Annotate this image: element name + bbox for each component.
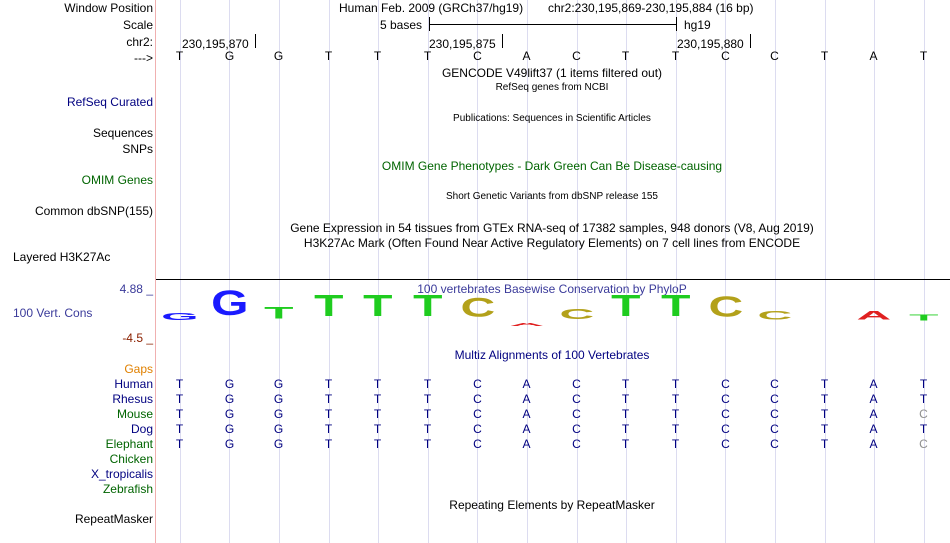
- alignment-base: A: [869, 407, 878, 421]
- alignment-base: T: [919, 392, 928, 406]
- alignment-base: C: [770, 407, 779, 421]
- alignment-base: G: [224, 437, 235, 451]
- alignment-base: G: [224, 392, 235, 406]
- species-label[interactable]: Chicken: [109, 452, 153, 466]
- reference-base: T: [671, 49, 680, 63]
- grid-line: [825, 0, 826, 543]
- alignment-base: T: [919, 422, 928, 436]
- scale-text: 5 bases: [380, 18, 423, 32]
- alignment-base: C: [473, 392, 482, 406]
- alignment-base: T: [175, 422, 184, 436]
- alignment-base: A: [522, 377, 531, 391]
- refseq-track-title[interactable]: RefSeq genes from NCBI: [495, 82, 609, 93]
- h3k27ac-track-title[interactable]: H3K27Ac Mark (Often Found Near Active Regulatory Elements) on 7 cell lines from ENCODE: [303, 236, 801, 250]
- alignment-base: T: [671, 437, 680, 451]
- alignment-base: T: [175, 437, 184, 451]
- alignment-base: T: [324, 422, 333, 436]
- alignment-base: C: [770, 377, 779, 391]
- alignment-base: T: [671, 392, 680, 406]
- repeatmasker-track-title[interactable]: Repeating Elements by RepeatMasker: [449, 498, 655, 512]
- alignment-base: A: [522, 437, 531, 451]
- strand-arrow-label[interactable]: --->: [134, 51, 153, 65]
- grid-line: [676, 0, 677, 543]
- grid-line: [229, 0, 230, 543]
- alignment-base: G: [224, 377, 235, 391]
- phylop-logo-letter: T: [363, 289, 393, 324]
- reference-base: C: [473, 49, 482, 63]
- alignment-base: T: [621, 392, 630, 406]
- dbsnp-track-title[interactable]: Short Genetic Variants from dbSNP release 155: [446, 191, 658, 202]
- omim-track-title[interactable]: OMIM Gene Phenotypes - Dark Green Can Be Disease-causing: [381, 159, 723, 173]
- alignment-base: C: [473, 437, 482, 451]
- alignment-base: T: [423, 422, 432, 436]
- window-position-label: Window Position: [64, 1, 153, 15]
- phylop-logo-letter: A: [856, 308, 892, 323]
- species-label[interactable]: Rhesus: [112, 392, 153, 406]
- alignment-base: C: [770, 422, 779, 436]
- alignment-base: C: [721, 422, 730, 436]
- ruler-tick: [750, 34, 751, 48]
- alignment-base: T: [175, 377, 184, 391]
- reference-base: T: [373, 49, 382, 63]
- species-label[interactable]: Dog: [130, 422, 153, 436]
- species-label[interactable]: X_tropicalis: [90, 467, 153, 481]
- grid-line: [626, 0, 627, 543]
- alignment-base: G: [224, 422, 235, 436]
- track-label-snps[interactable]: SNPs: [122, 142, 153, 156]
- alignment-base: T: [373, 407, 382, 421]
- reference-base: T: [919, 49, 928, 63]
- grid-line: [477, 0, 478, 543]
- alignment-base: G: [273, 392, 284, 406]
- reference-sequence-row[interactable]: [155, 49, 950, 63]
- alignment-base: T: [919, 377, 928, 391]
- reference-base: T: [175, 49, 184, 63]
- alignment-base: T: [820, 437, 829, 451]
- alignment-base: T: [373, 392, 382, 406]
- scale-label: Scale: [122, 18, 153, 32]
- alignment-base: T: [175, 407, 184, 421]
- alignment-base: A: [522, 422, 531, 436]
- publications-track-title[interactable]: Publications: Sequences in Scientific Articles: [453, 113, 651, 124]
- phylop-logo-letter: C: [460, 293, 496, 323]
- reference-base: T: [423, 49, 432, 63]
- alignment-base: T: [621, 422, 630, 436]
- alignment-base: T: [324, 392, 333, 406]
- gtex-track-title[interactable]: Gene Expression in 54 tissues from GTEx RNA-seq of 17382 samples, 948 donors (V8, Aug 2019): [290, 221, 814, 235]
- alignment-base: T: [820, 392, 829, 406]
- conservation-track-title[interactable]: 100 vertebrates Basewise Conservation by PhyloP: [417, 282, 687, 296]
- multiz-track-title[interactable]: Multiz Alignments of 100 Vertebrates: [454, 348, 650, 362]
- alignment-base: T: [621, 377, 630, 391]
- alignment-base: C: [721, 437, 730, 451]
- scale-bar: [429, 17, 677, 31]
- reference-base: T: [324, 49, 333, 63]
- alignment-base: T: [820, 422, 829, 436]
- alignment-base: C: [473, 407, 482, 421]
- grid-line: [428, 0, 429, 543]
- reference-base: A: [522, 49, 531, 63]
- alignment-base: C: [770, 437, 779, 451]
- ruler-tick-label: 230,195,880: [677, 37, 744, 51]
- alignment-base: G: [273, 422, 284, 436]
- phylop-logo-letter: C: [757, 308, 793, 323]
- gencode-track-title[interactable]: GENCODE V49lift37 (1 items filtered out): [441, 66, 663, 80]
- grid-line: [874, 0, 875, 543]
- alignment-base: T: [373, 437, 382, 451]
- ruler-tick-label: 230,195,875: [429, 37, 496, 51]
- alignment-base: T: [820, 407, 829, 421]
- species-label[interactable]: Mouse: [116, 407, 153, 421]
- phylop-logo-letter: T: [314, 289, 344, 324]
- reference-base: G: [273, 49, 284, 63]
- alignment-base: T: [324, 437, 333, 451]
- alignment-base: C: [919, 437, 928, 451]
- alignment-base: G: [273, 407, 284, 421]
- alignment-base: T: [423, 437, 432, 451]
- phylop-logo-letter: T: [909, 313, 939, 323]
- alignment-base: C: [572, 392, 581, 406]
- cons-min-label: -4.5 _: [122, 331, 153, 345]
- phylop-logo-letter: G: [211, 284, 249, 324]
- alignment-base: T: [423, 392, 432, 406]
- reference-base: A: [869, 49, 878, 63]
- alignment-base: A: [869, 437, 878, 451]
- phylop-logo-letter: A: [509, 322, 545, 328]
- track-label-repeatmasker[interactable]: RepeatMasker: [74, 512, 153, 526]
- track-label-h3k27ac[interactable]: Layered H3K27Ac: [13, 250, 111, 264]
- alignment-base: A: [522, 407, 531, 421]
- alignment-base: T: [621, 407, 630, 421]
- grid-line: [329, 0, 330, 543]
- alignment-base: T: [671, 407, 680, 421]
- chromosome-label: chr2:: [126, 35, 153, 49]
- reference-base: T: [621, 49, 630, 63]
- alignment-base: A: [522, 392, 531, 406]
- alignment-base: C: [919, 407, 928, 421]
- grid-line: [180, 0, 181, 543]
- phylop-logo-letter: T: [661, 289, 691, 324]
- ruler-tick: [255, 34, 256, 48]
- alignment-base: T: [175, 392, 184, 406]
- species-label[interactable]: Elephant: [105, 437, 153, 451]
- alignment-base: C: [572, 437, 581, 451]
- phylop-logo-letter: T: [611, 289, 641, 324]
- track-label-omim[interactable]: OMIM Genes: [81, 173, 153, 187]
- alignment-base: C: [473, 422, 482, 436]
- alignment-base: G: [273, 437, 284, 451]
- grid-line: [378, 0, 379, 543]
- scale-db-label: hg19: [684, 18, 711, 32]
- cons-max-label: 4.88 _: [119, 282, 153, 296]
- position-readout[interactable]: chr2:230,195,869-230,195,884 (16 bp): [548, 1, 754, 15]
- alignment-base: T: [373, 377, 382, 391]
- alignment-base: T: [324, 407, 333, 421]
- reference-base: C: [572, 49, 581, 63]
- alignment-base: T: [671, 422, 680, 436]
- track-label-gaps[interactable]: Gaps: [124, 362, 153, 376]
- alignment-base: T: [820, 377, 829, 391]
- phylop-logo-letter: G: [161, 311, 199, 323]
- alignment-base: G: [273, 377, 284, 391]
- alignment-base: T: [423, 377, 432, 391]
- alignment-base: C: [572, 377, 581, 391]
- alignment-base: T: [671, 377, 680, 391]
- reference-base: C: [721, 49, 730, 63]
- alignment-base: C: [721, 392, 730, 406]
- species-label[interactable]: Human: [114, 377, 153, 391]
- reference-base: G: [224, 49, 235, 63]
- alignment-base: T: [423, 407, 432, 421]
- grid-line: [775, 0, 776, 543]
- track-label-refseq[interactable]: RefSeq Curated: [66, 95, 153, 109]
- track-label-dbsnp[interactable]: Common dbSNP(155): [34, 204, 153, 218]
- grid-line: [924, 0, 925, 543]
- alignment-base: C: [572, 407, 581, 421]
- alignment-base: C: [572, 422, 581, 436]
- assembly-title[interactable]: Human Feb. 2009 (GRCh37/hg19): [339, 1, 524, 15]
- reference-base: C: [770, 49, 779, 63]
- species-label[interactable]: Zebrafish: [102, 482, 153, 496]
- phylop-logo-letter: T: [264, 304, 294, 323]
- phylop-logo-letter: C: [708, 291, 744, 323]
- ruler-tick: [502, 34, 503, 48]
- alignment-base: A: [869, 392, 878, 406]
- grid-line: [279, 0, 280, 543]
- alignment-base: T: [324, 377, 333, 391]
- alignment-base: C: [721, 377, 730, 391]
- ruler-tick-label: 230,195,870: [182, 37, 249, 51]
- phylop-logo-letter: C: [559, 306, 595, 323]
- track-divider: [156, 279, 950, 280]
- alignment-base: C: [770, 392, 779, 406]
- alignment-base: G: [224, 407, 235, 421]
- track-label-cons[interactable]: 100 Vert. Cons: [13, 306, 93, 320]
- phylop-logo-letter: T: [413, 289, 443, 324]
- alignment-base: C: [721, 407, 730, 421]
- label-separator-line: [155, 0, 156, 543]
- grid-line: [725, 0, 726, 543]
- track-label-sequences[interactable]: Sequences: [92, 126, 153, 140]
- alignment-base: T: [621, 437, 630, 451]
- alignment-base: T: [373, 422, 382, 436]
- alignment-base: A: [869, 377, 878, 391]
- alignment-base: C: [473, 377, 482, 391]
- reference-base: T: [820, 49, 829, 63]
- alignment-base: A: [869, 422, 878, 436]
